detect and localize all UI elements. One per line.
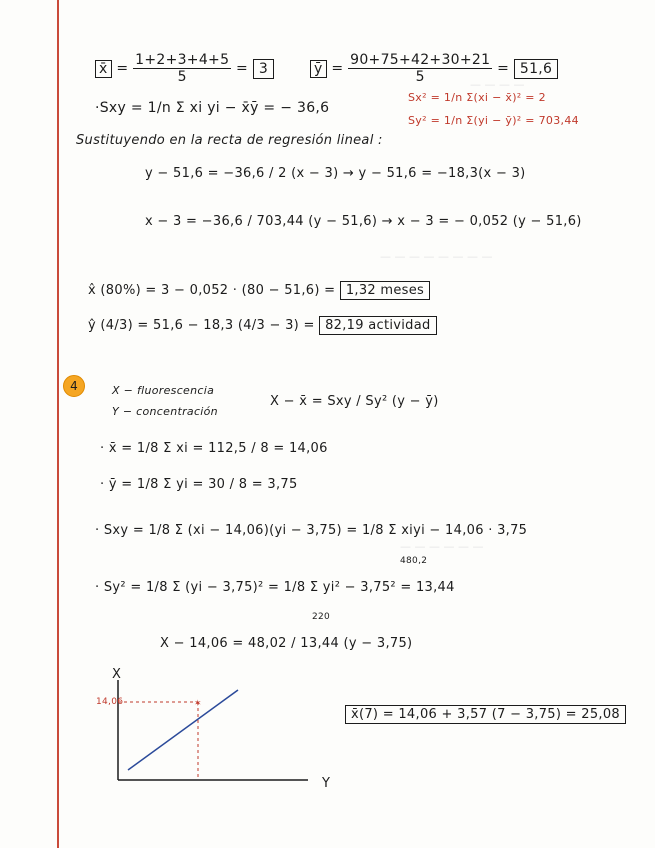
graph-marked-value: 14,06	[96, 697, 124, 707]
p4-sxy: · Sxy = 1/8 Σ (xi − 14,06)(yi − 3,75) = 1/8 Σ xiyi − 14,06 · 3,75	[95, 523, 528, 538]
show-through-text: — — — — — — — —	[380, 250, 493, 263]
problem-number-badge: 4	[63, 375, 85, 397]
final-result	[345, 707, 626, 722]
xbar-numerator: 1+2+3+4+5	[135, 52, 230, 68]
p4-sy2: · Sy² = 1/8 Σ (yi − 3,75)² = 1/8 Σ yi² − 3,75² = 13,44	[95, 580, 455, 595]
intersection-marker: ✶	[194, 699, 202, 709]
sxy-line: ·Sxy = 1/n Σ xi yi − x̄ȳ = − 36,6	[95, 100, 330, 116]
regression-y-on-x: y − 51,6 = −36,6 / 2 (x − 3) → y − 51,6 = −18,3(x − 3)	[145, 166, 526, 181]
xhat-expression: x̂ (80%) = 3 − 0,052 · (80 − 51,6) =	[88, 283, 336, 298]
xbar-line: x̄ = $\frac{1+2+3+4+5}{5}$ = 3	[95, 52, 274, 85]
graph-y-label: Y	[322, 776, 331, 791]
show-through-text: — — — —	[470, 78, 525, 91]
ybar-line: ȳ = $\frac{90+75+42+30+21}{5}$ = 51,6	[310, 52, 558, 85]
xbar-result: 3	[253, 59, 274, 79]
ybar-numerator: 90+75+42+30+21	[350, 52, 491, 68]
xbar-denominator: 5	[177, 69, 187, 85]
regression-formula: X − x̄ = Sxy / Sy² (y − ȳ)	[270, 394, 439, 409]
graph-x-label: X	[112, 667, 122, 682]
regression-sketch	[88, 660, 348, 800]
xhat-line	[88, 283, 430, 298]
margin-line	[57, 0, 59, 848]
p4-sy2-underbrace: 220	[312, 612, 331, 622]
regression-x-on-y: x − 3 = −36,6 / 703,44 (y − 51,6) → x − 3 = − 0,052 (y − 51,6)	[145, 214, 582, 229]
yhat-result: 82,19 actividad	[319, 316, 436, 335]
sx2-note: Sx² = 1/n Σ(xi − x̄)² = 2	[408, 91, 546, 104]
p4-regression-line: X − 14,06 = 48,02 / 13,44 (y − 3,75)	[160, 636, 413, 651]
p4-ybar: · ȳ = 1/8 Σ yi = 30 / 8 = 3,75	[100, 477, 298, 492]
y-definition: Y − concentración	[112, 405, 218, 418]
xhat-result: 1,32 meses	[340, 281, 430, 300]
yhat-expression: ŷ (4/3) = 51,6 − 18,3 (4/3 − 3) =	[88, 318, 315, 333]
final-result-box: x̄(7) = 14,06 + 3,57 (7 − 3,75) = 25,08	[345, 705, 626, 724]
x-definition: X − fluorescencia	[112, 384, 215, 397]
ybar-result: 51,6	[514, 59, 558, 79]
p4-sxy-underbrace: 480,2	[400, 556, 428, 566]
substitution-heading: Sustituyendo en la recta de regresión lineal :	[76, 133, 383, 148]
yhat-line	[88, 318, 437, 333]
ybar-denominator: 5	[415, 69, 425, 85]
p4-xbar: · x̄ = 1/8 Σ xi = 112,5 / 8 = 14,06	[100, 441, 328, 456]
show-through-text: — — — — — —	[400, 540, 484, 553]
sy2-note: Sy² = 1/n Σ(yi − ȳ)² = 703,44	[408, 114, 579, 127]
